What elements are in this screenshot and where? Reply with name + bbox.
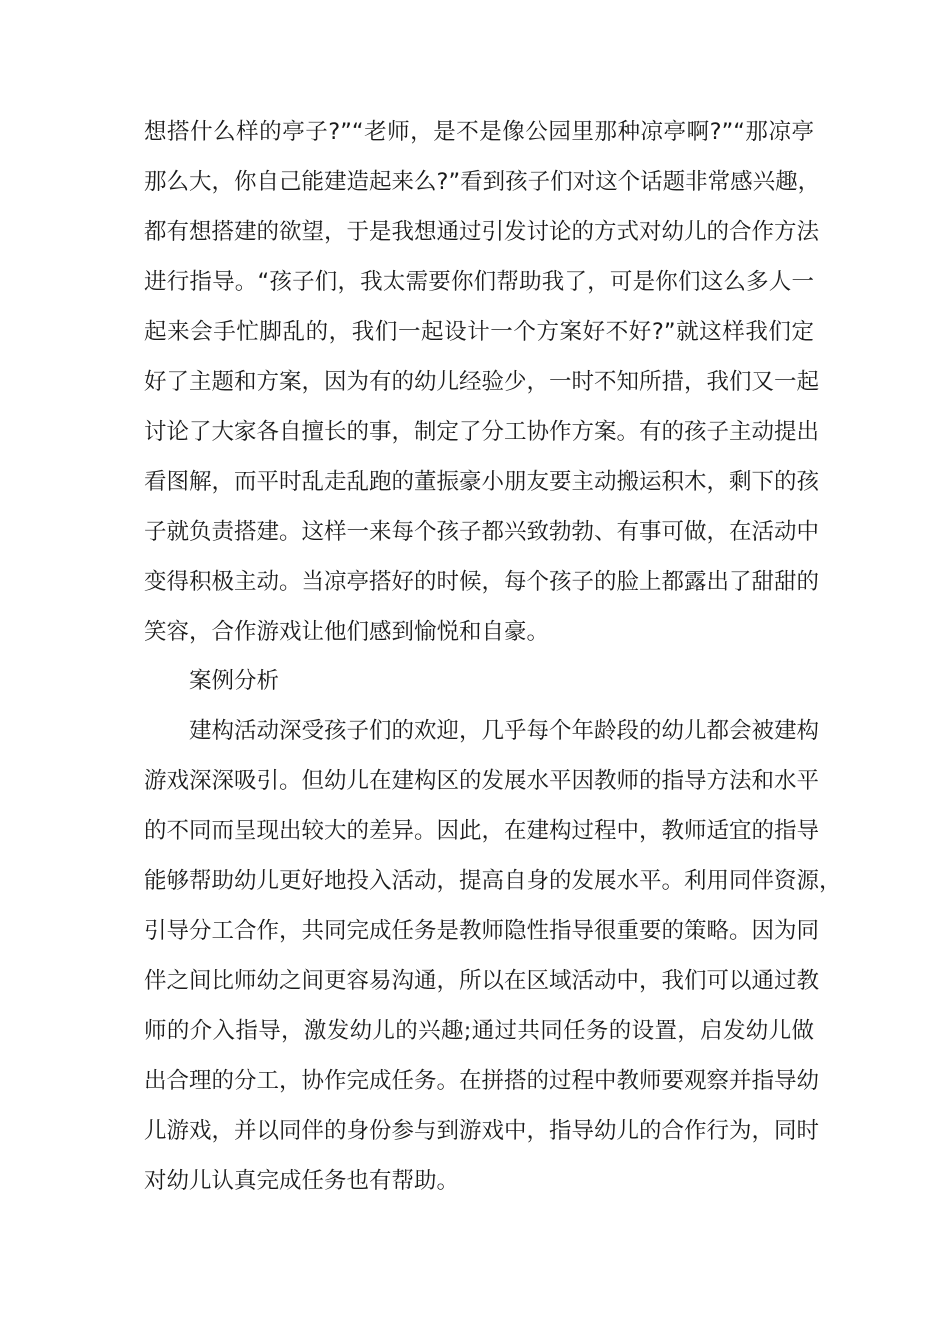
text-line: 出合理的分工，协作完成任务。在拼搭的过程中教师要观察并指导幼 [144, 1068, 820, 1094]
text-line: 那么大，你自己能建造起来么?”看到孩子们对这个话题非常感兴趣， [144, 169, 821, 195]
text-line: 变得积极主动。当凉亭搭好的时候，每个孩子的脸上都露出了甜甜的 [144, 569, 820, 595]
text-line: 的不同而呈现出较大的差异。因此，在建构过程中，教师适宜的指导 [144, 818, 820, 844]
text-line: 建构活动深受孩子们的欢迎，几乎每个年龄段的幼儿都会被建构 [189, 718, 820, 744]
text-line: 进行指导。“孩子们，我太需要你们帮助我了，可是你们这么多人一 [144, 269, 814, 295]
text-line: 师的介入指导，激发幼儿的兴趣;通过共同任务的设置，启发幼儿做 [144, 1018, 814, 1044]
text-line: 讨论了大家各自擅长的事，制定了分工协作方案。有的孩子主动提出 [144, 419, 820, 445]
section-heading: 案例分析 [189, 668, 280, 694]
text-line: 能够帮助幼儿更好地投入活动，提高自身的发展水平。利用同伴资源， [144, 868, 842, 894]
text-line: 游戏深深吸引。但幼儿在建构区的发展水平因教师的指导方法和水平 [144, 768, 820, 794]
text-line: 对幼儿认真完成任务也有帮助。 [144, 1168, 460, 1194]
text-line: 想搭什么样的亭子?”“老师，是不是像公园里那种凉亭啊?”“那凉亭 [144, 119, 814, 145]
text-line: 子就负责搭建。这样一来每个孩子都兴致勃勃、有事可做，在活动中 [144, 519, 820, 545]
text-line: 看图解，而平时乱走乱跑的董振豪小朋友要主动搬运积木，剩下的孩 [144, 469, 820, 495]
text-line: 引导分工合作，共同完成任务是教师隐性指导很重要的策略。因为同 [144, 918, 820, 944]
text-line: 笑容，合作游戏让他们感到愉悦和自豪。 [144, 619, 550, 645]
text-line: 伴之间比师幼之间更容易沟通，所以在区域活动中，我们可以通过教 [144, 968, 820, 994]
text-line: 都有想搭建的欲望，于是我想通过引发讨论的方式对幼儿的合作方法 [144, 219, 820, 245]
text-line: 儿游戏，并以同伴的身份参与到游戏中，指导幼儿的合作行为，同时 [144, 1118, 820, 1144]
text-line: 起来会手忙脚乱的，我们一起设计一个方案好不好?”就这样我们定 [144, 319, 814, 345]
text-line: 好了主题和方案，因为有的幼儿经验少，一时不知所措，我们又一起 [144, 369, 820, 395]
